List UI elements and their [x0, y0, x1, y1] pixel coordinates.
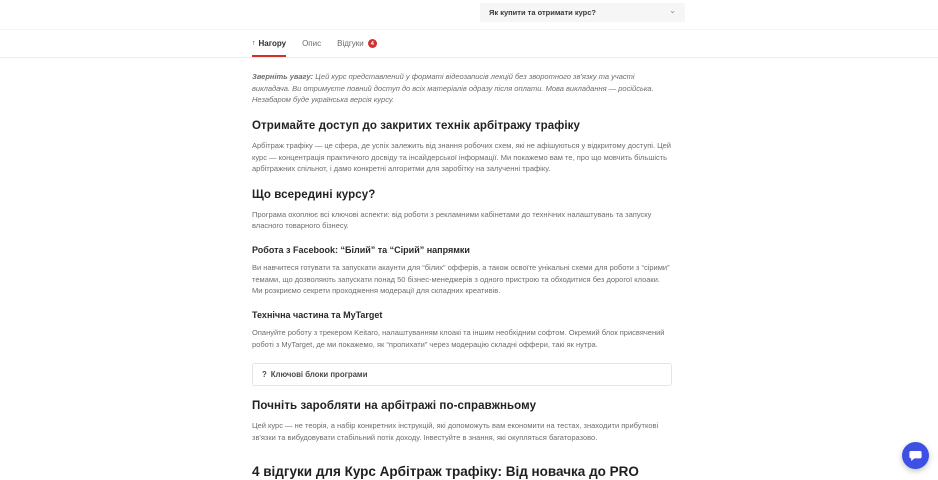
tab-description-label: Опис — [302, 39, 322, 48]
section-title-technical: Технічна частина та MyTarget — [252, 309, 383, 320]
course-notice — [252, 71, 672, 106]
accordion-label: Ключові блоки програми — [270, 370, 368, 380]
how-to-buy-dropdown[interactable] — [480, 3, 685, 22]
tab-description[interactable] — [302, 30, 321, 57]
section-nav — [0, 30, 938, 58]
course-description — [252, 58, 672, 480]
tab-back-to-top[interactable] — [252, 30, 286, 57]
section-body-inside: Програма охоплює всі ключові аспекти: від роботи з рекламними кабінетами до технічних налаштувань та запуску власного товарного бізнесу. — [252, 209, 652, 231]
tab-back-to-top-label: Нагору — [258, 39, 287, 48]
notice-label: Зверніть увагу: — [252, 72, 314, 81]
section-body-facebook: Ви навчитеся готувати та запускати акаунти для “білих” офферів, а також освоїте унікальні схеми для роботи з “сірими” темами, що дозволяють запускати понад 50 бізнес-менеджерів з одного пристрою та обходитися без дорогої клоаки. Ми розкриємо секрети проходження модерації для складних креативів. — [252, 263, 670, 296]
chat-button[interactable] — [902, 442, 929, 469]
program-blocks-accordion[interactable] — [252, 363, 672, 386]
section-title-facebook: Робота з Facebook: “Білий” та “Сірий” напрямки — [252, 245, 470, 255]
section-title-access: Отримайте доступ до закритих технік арбітражу трафіку — [252, 119, 581, 132]
tab-reviews[interactable] — [337, 30, 377, 57]
section-title-inside: Що всередині курсу? — [252, 188, 376, 201]
section-title-earn: Почніть заробляти на арбітражі по-справжньому — [252, 400, 537, 413]
notice-text: Цей курс представлений у форматі відеозаписів лекцій без зворотного зв'язку та участі викладача. Ви отримуєте повний доступ до всіх матеріалів одразу після оплати. Мова викладання — російська. Незабаром буде українська версія курсу. — [252, 72, 654, 105]
topbar — [0, 0, 938, 30]
section-body-technical: Опануйте роботу з трекером Keitaro, налаштуванням клоакі та іншим необхідним софтом. Окремий блок присвячений роботі з MyTarget, де ми покажемо, як “пропихати” через модерацію складні оффери, такі як нутра. — [252, 327, 665, 349]
chat-bubble-icon — [909, 450, 922, 462]
chevron-down-icon: ⌄ — [669, 6, 676, 15]
reviews-count-badge: 4 — [368, 39, 377, 48]
up-arrow-icon: ↑ — [252, 40, 256, 47]
dropdown-label: Як купити та отримати курс? — [489, 8, 596, 17]
tab-reviews-label: Відгуки — [337, 39, 364, 48]
section-body-earn: Цей курс — не теорія, а набір конкретних інструкцій, які допоможуть вам економити на тестах, знаходити прибуткові зв'язки та вибудовувати стабільний потік доходу. Інвестуйте в знання, які окупляться багаторазово. — [252, 421, 659, 442]
reviews-heading: 4 відгуки для Курс Арбітраж трафіку: Від новачка до PRO — [252, 464, 639, 480]
section-body-access: Арбітраж трафіку — це сфера, де успіх залежить від знання робочих схем, які не афішуються у відкритому доступі. Цей курс — концентрація практичного досвіду та інсайдерської інформації. Ми покажемо вам те, про що мовчить більшість арбітражних спільнот, і дамо конкретні алгоритми для заробітку на залученні трафіку. — [252, 140, 672, 174]
question-icon: ? — [262, 370, 267, 380]
